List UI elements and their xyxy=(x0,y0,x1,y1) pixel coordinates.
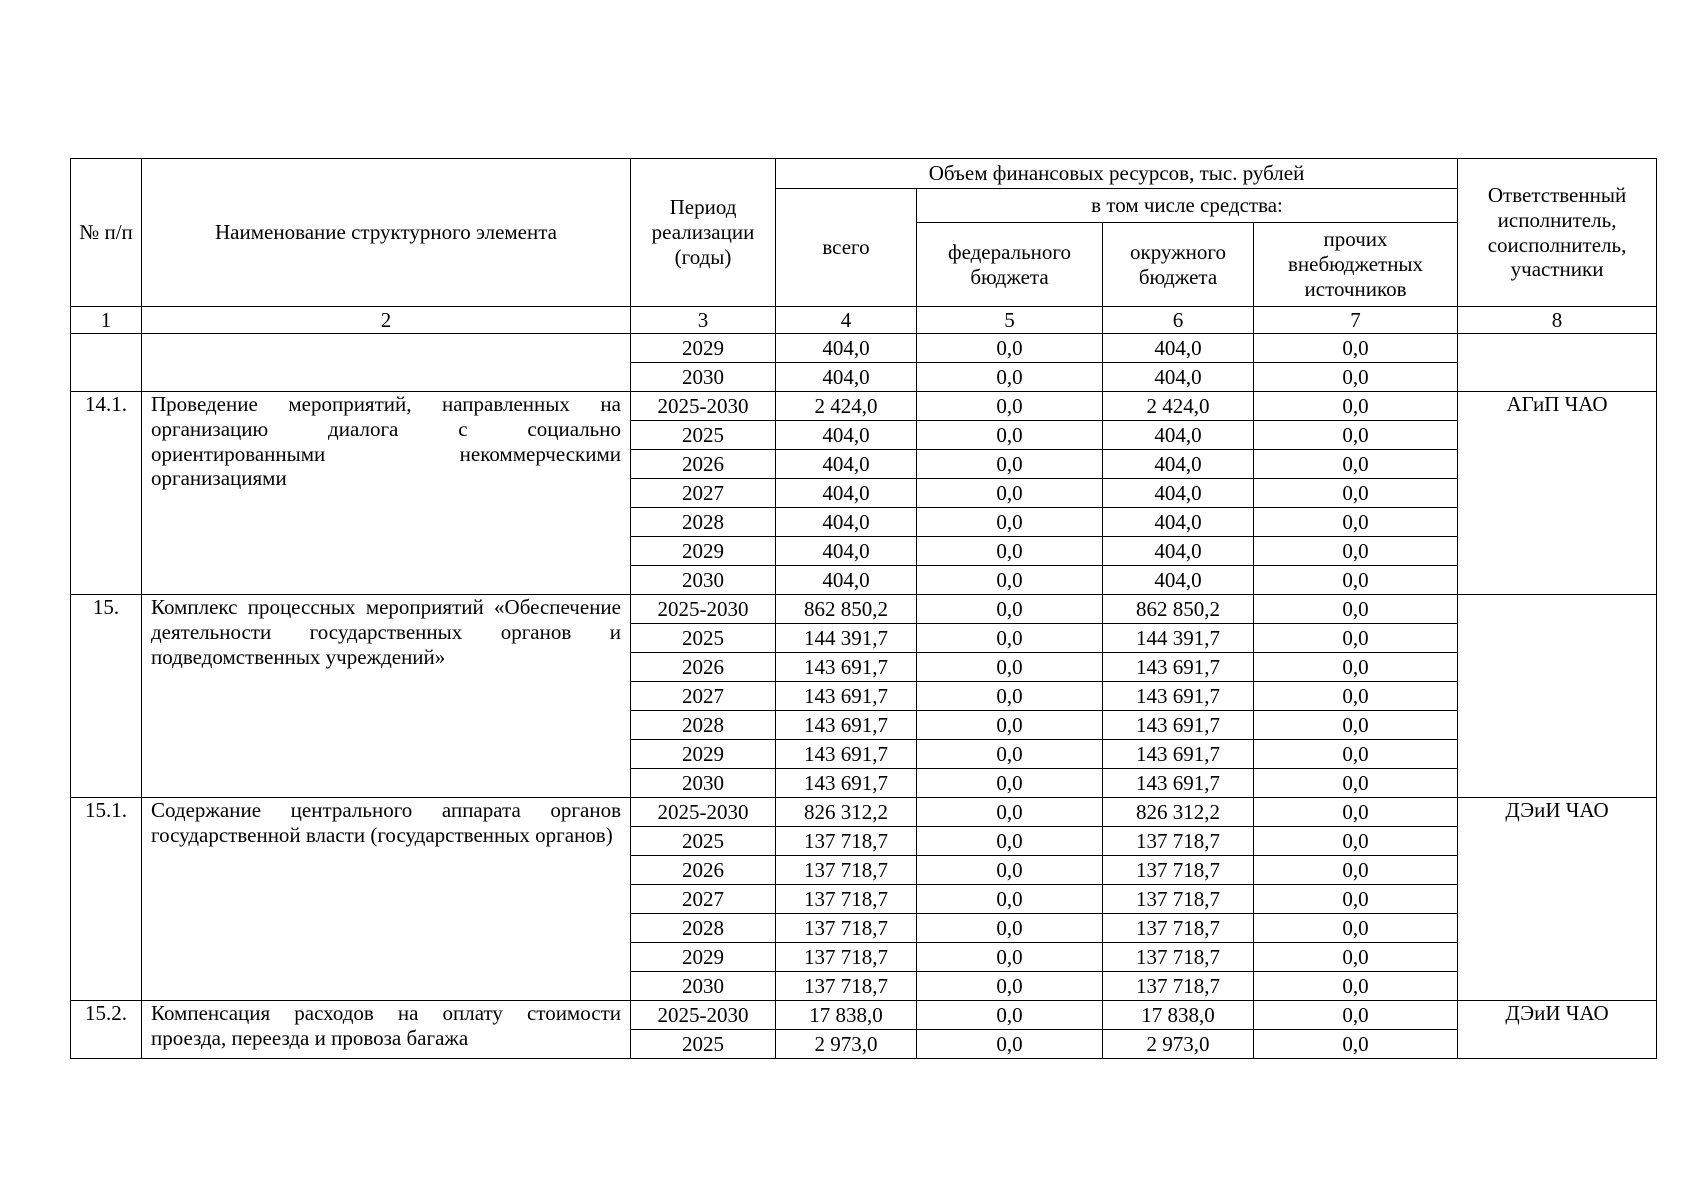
cell-federal: 0,0 xyxy=(917,595,1103,624)
cell-other: 0,0 xyxy=(1254,885,1458,914)
cell-period: 2030 xyxy=(631,769,776,798)
cell-other: 0,0 xyxy=(1254,827,1458,856)
cell-other: 0,0 xyxy=(1254,653,1458,682)
column-number-row xyxy=(71,307,1657,334)
cell-period: 2025-2030 xyxy=(631,392,776,421)
cell-other: 0,0 xyxy=(1254,363,1458,392)
cell-period: 2030 xyxy=(631,566,776,595)
cell-other: 0,0 xyxy=(1254,856,1458,885)
cell-other: 0,0 xyxy=(1254,1001,1458,1030)
item-name xyxy=(142,334,631,392)
cell-period: 2029 xyxy=(631,334,776,363)
responsible-executor: ДЭиИ ЧАО xyxy=(1458,1001,1657,1059)
column-number: 1 xyxy=(71,307,142,334)
cell-federal: 0,0 xyxy=(917,856,1103,885)
cell-federal: 0,0 xyxy=(917,798,1103,827)
item-name: Комплекс процессных мероприятий «Обеспечение деятельности государственных органов и подведомственных учреждений» xyxy=(142,595,631,798)
cell-total: 862 850,2 xyxy=(776,595,917,624)
cell-district: 143 691,7 xyxy=(1103,711,1254,740)
cell-period: 2027 xyxy=(631,479,776,508)
cell-total: 143 691,7 xyxy=(776,682,917,711)
cell-total: 404,0 xyxy=(776,479,917,508)
cell-district: 143 691,7 xyxy=(1103,653,1254,682)
cell-district: 17 838,0 xyxy=(1103,1001,1254,1030)
cell-federal: 0,0 xyxy=(917,653,1103,682)
cell-period: 2029 xyxy=(631,537,776,566)
cell-other: 0,0 xyxy=(1254,943,1458,972)
cell-district: 143 691,7 xyxy=(1103,682,1254,711)
cell-period: 2025 xyxy=(631,421,776,450)
cell-total: 404,0 xyxy=(776,508,917,537)
cell-district: 404,0 xyxy=(1103,479,1254,508)
item-number: 15. xyxy=(71,595,142,798)
cell-total: 404,0 xyxy=(776,334,917,363)
cell-other: 0,0 xyxy=(1254,392,1458,421)
header-federal: федерального бюджета xyxy=(917,223,1103,307)
cell-other: 0,0 xyxy=(1254,798,1458,827)
header-period: Период реализации (годы) xyxy=(631,159,776,307)
cell-period: 2025-2030 xyxy=(631,798,776,827)
cell-period: 2025 xyxy=(631,1030,776,1059)
cell-federal: 0,0 xyxy=(917,450,1103,479)
cell-district: 404,0 xyxy=(1103,508,1254,537)
cell-federal: 0,0 xyxy=(917,508,1103,537)
column-number: 2 xyxy=(142,307,631,334)
cell-total: 826 312,2 xyxy=(776,798,917,827)
cell-other: 0,0 xyxy=(1254,421,1458,450)
column-number: 6 xyxy=(1103,307,1254,334)
item-number xyxy=(71,334,142,392)
cell-other: 0,0 xyxy=(1254,624,1458,653)
cell-federal: 0,0 xyxy=(917,1001,1103,1030)
cell-other: 0,0 xyxy=(1254,566,1458,595)
cell-total: 137 718,7 xyxy=(776,914,917,943)
header-including: в том числе средства: xyxy=(917,189,1458,223)
cell-federal: 0,0 xyxy=(917,1030,1103,1059)
cell-other: 0,0 xyxy=(1254,595,1458,624)
cell-other: 0,0 xyxy=(1254,914,1458,943)
cell-other: 0,0 xyxy=(1254,682,1458,711)
header-name: Наименование структурного элемента xyxy=(142,159,631,307)
table-row xyxy=(71,798,1657,827)
cell-district: 137 718,7 xyxy=(1103,827,1254,856)
responsible-executor xyxy=(1458,334,1657,392)
table-row xyxy=(71,334,1657,363)
table-row xyxy=(71,1001,1657,1030)
cell-period: 2027 xyxy=(631,885,776,914)
column-number: 3 xyxy=(631,307,776,334)
cell-district: 137 718,7 xyxy=(1103,885,1254,914)
cell-district: 137 718,7 xyxy=(1103,914,1254,943)
cell-other: 0,0 xyxy=(1254,334,1458,363)
cell-total: 143 691,7 xyxy=(776,653,917,682)
cell-total: 2 424,0 xyxy=(776,392,917,421)
cell-period: 2025 xyxy=(631,827,776,856)
cell-period: 2026 xyxy=(631,450,776,479)
cell-federal: 0,0 xyxy=(917,334,1103,363)
header-other: прочих внебюджетных источников xyxy=(1254,223,1458,307)
cell-district: 2 973,0 xyxy=(1103,1030,1254,1059)
cell-district: 143 691,7 xyxy=(1103,769,1254,798)
cell-other: 0,0 xyxy=(1254,972,1458,1001)
cell-district: 404,0 xyxy=(1103,363,1254,392)
cell-period: 2026 xyxy=(631,856,776,885)
cell-total: 143 691,7 xyxy=(776,711,917,740)
cell-other: 0,0 xyxy=(1254,769,1458,798)
cell-period: 2028 xyxy=(631,711,776,740)
cell-total: 144 391,7 xyxy=(776,624,917,653)
cell-other: 0,0 xyxy=(1254,537,1458,566)
table-row xyxy=(71,392,1657,421)
cell-total: 137 718,7 xyxy=(776,885,917,914)
cell-federal: 0,0 xyxy=(917,711,1103,740)
responsible-executor: ДЭиИ ЧАО xyxy=(1458,798,1657,1001)
cell-federal: 0,0 xyxy=(917,624,1103,653)
table-body xyxy=(71,307,1657,1059)
cell-period: 2030 xyxy=(631,972,776,1001)
header-total: всего xyxy=(776,189,917,307)
cell-federal: 0,0 xyxy=(917,537,1103,566)
cell-total: 17 838,0 xyxy=(776,1001,917,1030)
cell-other: 0,0 xyxy=(1254,508,1458,537)
cell-total: 404,0 xyxy=(776,421,917,450)
cell-federal: 0,0 xyxy=(917,392,1103,421)
cell-federal: 0,0 xyxy=(917,885,1103,914)
cell-district: 404,0 xyxy=(1103,566,1254,595)
cell-district: 404,0 xyxy=(1103,421,1254,450)
table-header xyxy=(71,159,1657,307)
cell-district: 2 424,0 xyxy=(1103,392,1254,421)
responsible-executor xyxy=(1458,595,1657,798)
cell-district: 404,0 xyxy=(1103,450,1254,479)
cell-period: 2029 xyxy=(631,943,776,972)
item-number: 14.1. xyxy=(71,392,142,595)
header-num: № п/п xyxy=(71,159,142,307)
cell-federal: 0,0 xyxy=(917,421,1103,450)
cell-period: 2027 xyxy=(631,682,776,711)
cell-total: 404,0 xyxy=(776,363,917,392)
finance-table xyxy=(70,158,1657,1059)
table-row xyxy=(71,595,1657,624)
cell-district: 137 718,7 xyxy=(1103,856,1254,885)
cell-period: 2028 xyxy=(631,914,776,943)
cell-federal: 0,0 xyxy=(917,363,1103,392)
header-volume: Объем финансовых ресурсов, тыс. рублей xyxy=(776,159,1458,189)
cell-federal: 0,0 xyxy=(917,479,1103,508)
cell-district: 404,0 xyxy=(1103,334,1254,363)
cell-total: 143 691,7 xyxy=(776,769,917,798)
cell-total: 137 718,7 xyxy=(776,943,917,972)
cell-district: 143 691,7 xyxy=(1103,740,1254,769)
column-number: 7 xyxy=(1254,307,1458,334)
cell-district: 826 312,2 xyxy=(1103,798,1254,827)
cell-other: 0,0 xyxy=(1254,740,1458,769)
cell-other: 0,0 xyxy=(1254,479,1458,508)
cell-period: 2026 xyxy=(631,653,776,682)
cell-total: 404,0 xyxy=(776,566,917,595)
cell-federal: 0,0 xyxy=(917,827,1103,856)
header-district: окружного бюджета xyxy=(1103,223,1254,307)
cell-district: 137 718,7 xyxy=(1103,943,1254,972)
cell-district: 137 718,7 xyxy=(1103,972,1254,1001)
cell-total: 137 718,7 xyxy=(776,972,917,1001)
item-name: Содержание центрального аппарата органов государственной власти (государственных органов) xyxy=(142,798,631,1001)
cell-other: 0,0 xyxy=(1254,1030,1458,1059)
item-number: 15.2. xyxy=(71,1001,142,1059)
cell-federal: 0,0 xyxy=(917,972,1103,1001)
column-number: 8 xyxy=(1458,307,1657,334)
column-number: 4 xyxy=(776,307,917,334)
item-number: 15.1. xyxy=(71,798,142,1001)
cell-total: 143 691,7 xyxy=(776,740,917,769)
cell-total: 404,0 xyxy=(776,450,917,479)
cell-other: 0,0 xyxy=(1254,450,1458,479)
cell-period: 2029 xyxy=(631,740,776,769)
cell-total: 137 718,7 xyxy=(776,827,917,856)
item-name: Компенсация расходов на оплату стоимости проезда, переезда и провоза багажа xyxy=(142,1001,631,1059)
cell-total: 404,0 xyxy=(776,537,917,566)
header-responsible: Ответственный исполнитель, соисполнитель, участники xyxy=(1458,159,1657,307)
cell-federal: 0,0 xyxy=(917,566,1103,595)
cell-period: 2028 xyxy=(631,508,776,537)
cell-district: 862 850,2 xyxy=(1103,595,1254,624)
cell-federal: 0,0 xyxy=(917,943,1103,972)
column-number: 5 xyxy=(917,307,1103,334)
responsible-executor: АГиП ЧАО xyxy=(1458,392,1657,595)
cell-federal: 0,0 xyxy=(917,769,1103,798)
cell-period: 2025 xyxy=(631,624,776,653)
cell-period: 2030 xyxy=(631,363,776,392)
item-name: Проведение мероприятий, направленных на организацию диалога с социально ориентированными некоммерческими организациями xyxy=(142,392,631,595)
cell-federal: 0,0 xyxy=(917,740,1103,769)
cell-period: 2025-2030 xyxy=(631,595,776,624)
cell-period: 2025-2030 xyxy=(631,1001,776,1030)
cell-total: 2 973,0 xyxy=(776,1030,917,1059)
cell-district: 404,0 xyxy=(1103,537,1254,566)
cell-total: 137 718,7 xyxy=(776,856,917,885)
cell-district: 144 391,7 xyxy=(1103,624,1254,653)
cell-other: 0,0 xyxy=(1254,711,1458,740)
cell-federal: 0,0 xyxy=(917,682,1103,711)
cell-federal: 0,0 xyxy=(917,914,1103,943)
